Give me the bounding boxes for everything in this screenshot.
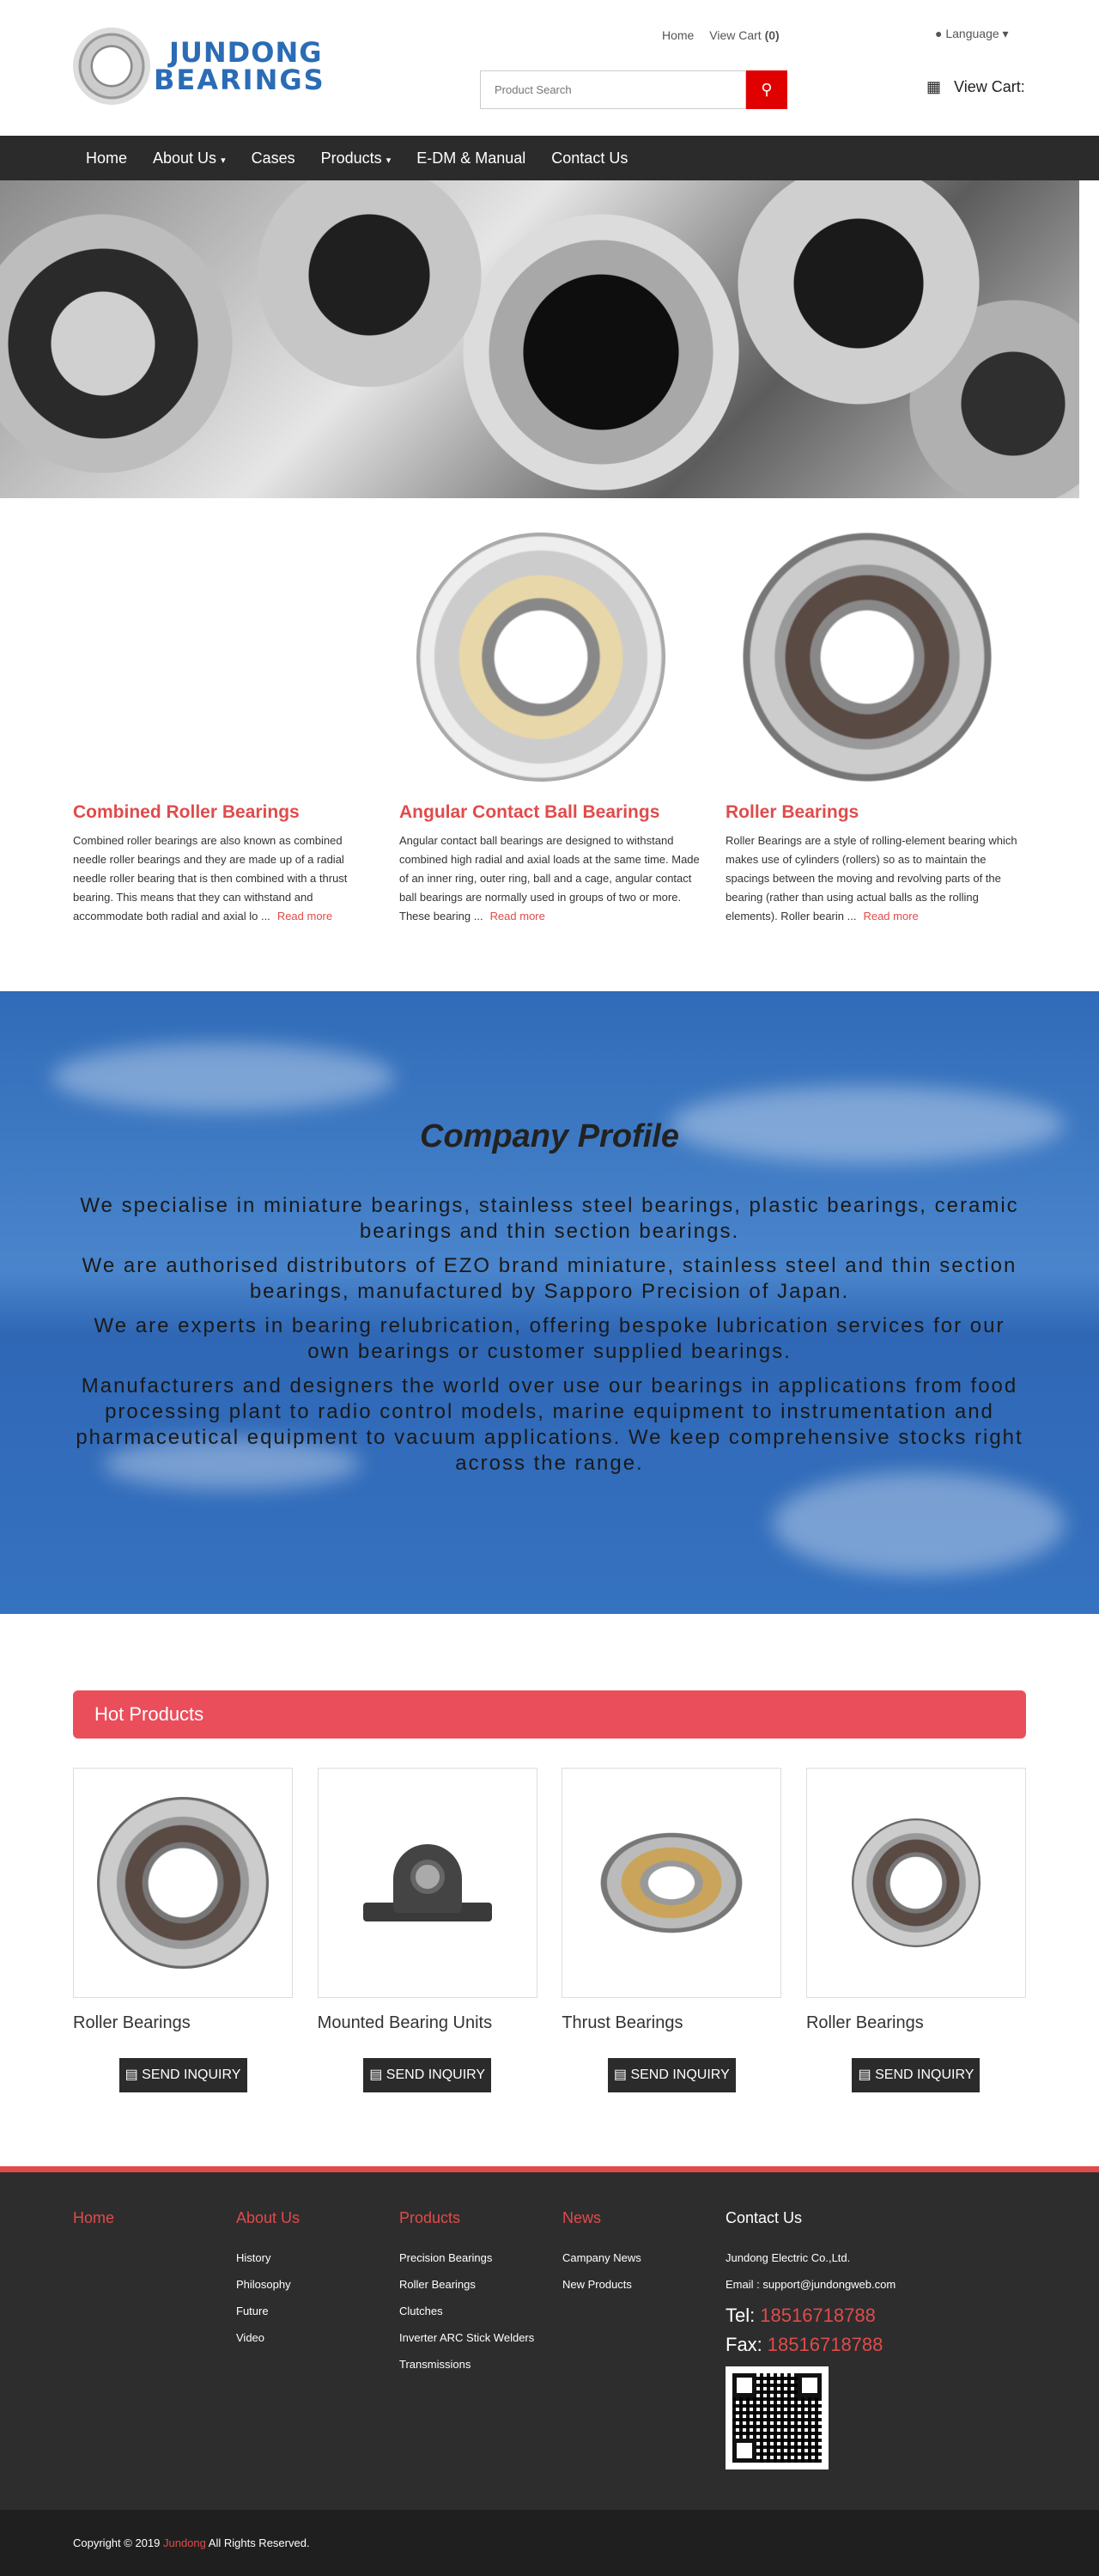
product-card — [318, 1768, 537, 2092]
send-inquiry-button[interactable] — [119, 2058, 247, 2092]
footer-link-philosophy[interactable]: Philosophy — [236, 2278, 291, 2291]
footer-products-title[interactable]: Products — [399, 2209, 461, 2226]
product-card — [806, 1768, 1026, 2092]
feature-title[interactable]: Combined Roller Bearings — [73, 802, 300, 822]
site-header — [0, 0, 1099, 135]
product-grid — [73, 1768, 1026, 2092]
footer-news-title[interactable]: News — [562, 2209, 602, 2226]
footer-link-history[interactable]: History — [236, 2251, 271, 2264]
logo-bearing-icon — [73, 27, 150, 105]
top-view-cart-link[interactable] — [709, 28, 779, 42]
nav-about-us-label: About Us — [153, 149, 217, 167]
nav-products[interactable] — [321, 136, 392, 183]
hero-banner-image — [0, 180, 1079, 498]
company-profile-section — [0, 991, 1099, 1614]
product-image-box[interactable] — [562, 1768, 781, 1998]
footer-column-news — [562, 2209, 726, 2305]
footer-column-contact — [726, 2209, 949, 2469]
nav-cases[interactable]: Cases — [251, 149, 295, 167]
product-image-box[interactable] — [806, 1768, 1026, 1998]
globe-icon: ● — [935, 27, 943, 40]
feature-text: Combined roller bearings are also known as combined needle roller bearings and they are made up of a radial needle roller bearing that is then combined with a thrust bearing. This means that they can withstand and accommodate both radial and axial lo ... — [73, 834, 348, 923]
search-icon: ⚲ — [761, 81, 773, 98]
footer-link-roller-bearings[interactable]: Roller Bearings — [399, 2278, 476, 2291]
footer-column-about — [236, 2209, 399, 2358]
product-card — [73, 1768, 293, 2092]
roller-bearing-image — [852, 1818, 981, 1947]
language-label: Language — [945, 27, 999, 40]
logo-line-2: BEARINGS — [154, 64, 325, 96]
top-links — [662, 28, 792, 42]
feature-card — [399, 533, 700, 926]
read-more-link[interactable]: Read more — [863, 910, 919, 923]
mounted-bearing-unit-image — [363, 1844, 492, 1921]
footer-about-title[interactable]: About Us — [236, 2209, 301, 2226]
product-name[interactable]: Mounted Bearing Units — [317, 2013, 493, 2032]
caret-down-icon: ▾ — [386, 155, 392, 166]
main-nav — [0, 136, 1099, 180]
thrust-bearing-image — [598, 1831, 744, 1934]
footer-link-video[interactable]: Video — [236, 2331, 265, 2344]
feature-text: Roller Bearings are a style of rolling-element bearing which makes use of cylinders (rollers) so as to maintain the spacings between the moving and revolving parts of the bearing (rather than using actual balls as the rolling elements). Roller bearin ... — [726, 834, 1017, 923]
combined-roller-bearing-image[interactable] — [90, 533, 339, 782]
nav-about-us[interactable] — [153, 136, 226, 183]
inquiry-icon: ▤ — [124, 2067, 138, 2082]
footer-tel — [726, 2305, 949, 2327]
send-inquiry-label: SEND INQUIRY — [142, 2067, 241, 2082]
feature-card — [726, 533, 1026, 926]
footer-link-company-news[interactable]: Campany News — [562, 2251, 641, 2264]
footer-fax — [726, 2334, 949, 2356]
search-bar — [480, 70, 787, 109]
nav-contact-us[interactable]: Contact Us — [551, 149, 628, 167]
roller-bearing-image — [97, 1797, 269, 1969]
footer-link-transmissions[interactable]: Transmissions — [399, 2358, 471, 2371]
footer-link-future[interactable]: Future — [236, 2305, 269, 2317]
feature-text: Angular contact ball bearings are designed to withstand combined high radial and axial loads at the same time. Made of an inner ring, outer ring, ball and a cage, angular contact ball bearings are normally used in groups of two or more. These bearing ... — [399, 834, 700, 923]
product-image-box[interactable] — [318, 1768, 537, 1998]
product-card — [562, 1768, 781, 2092]
logo-line-1: JUNDONG — [169, 36, 323, 69]
cart-count: (0) — [764, 28, 780, 42]
inquiry-icon: ▤ — [369, 2067, 383, 2082]
send-inquiry-button[interactable] — [608, 2058, 736, 2092]
qr-code-image — [726, 2366, 829, 2469]
hot-products-title: Hot Products — [73, 1690, 1026, 1739]
footer-company-name: Jundong Electric Co.,Ltd. — [726, 2251, 851, 2264]
nav-products-label: Products — [320, 149, 382, 167]
profile-paragraph: We are authorised distributors of EZO brand miniature, stainless steel and thin section bearings, manufactured by Sapporo Precision of Japan. — [82, 1254, 1017, 1303]
read-more-link[interactable]: Read more — [276, 910, 333, 923]
product-name[interactable]: Roller Bearings — [805, 2013, 924, 2032]
product-image-box[interactable] — [73, 1768, 293, 1998]
footer-link-precision-bearings[interactable]: Precision Bearings — [399, 2251, 493, 2264]
send-inquiry-label: SEND INQUIRY — [386, 2067, 486, 2082]
footer-email[interactable]: Email : support@jundongweb.com — [726, 2278, 896, 2291]
feature-title[interactable]: Roller Bearings — [726, 802, 859, 822]
fax-number: 18516718788 — [767, 2334, 883, 2355]
sky-cloud — [52, 1043, 395, 1111]
footer-column-products — [399, 2209, 562, 2384]
view-cart-button[interactable] — [926, 78, 1025, 96]
copyright-suffix: All Rights Reserved. — [208, 2536, 310, 2549]
caret-down-icon: ▾ — [221, 155, 226, 166]
language-selector[interactable] — [935, 27, 1009, 41]
search-input[interactable] — [480, 70, 746, 109]
cart-icon: ▦ — [926, 78, 942, 95]
angular-contact-bearing-image[interactable] — [416, 533, 665, 782]
footer-home-link[interactable]: Home — [73, 2209, 115, 2226]
copyright-bar — [0, 2510, 1099, 2576]
footer-link-clutches[interactable]: Clutches — [399, 2305, 443, 2317]
tel-number[interactable]: 18516718788 — [760, 2305, 876, 2326]
profile-paragraph: We are experts in bearing relubrication, offering bespoke lubrication services for our own bearings or customer supplied bearings. — [94, 1314, 1005, 1363]
tel-label: Tel: — [726, 2305, 756, 2326]
site-footer — [0, 2166, 1099, 2510]
product-name[interactable]: Roller Bearings — [73, 2013, 191, 2032]
sky-cloud — [773, 1472, 1065, 1575]
profile-paragraph: Manufacturers and designers the world over use our bearings in applications from food processing plant to radio control models, marine equipment to instrumentation and pharmaceutical equipment to vacuum applications. We keep comprehensive stocks right across the range. — [76, 1374, 1023, 1475]
search-button[interactable] — [746, 70, 787, 109]
profile-title: Company Profile — [420, 1118, 679, 1154]
send-inquiry-label: SEND INQUIRY — [875, 2067, 975, 2082]
footer-link-new-products[interactable]: New Products — [562, 2278, 632, 2291]
fax-label: Fax: — [726, 2334, 762, 2355]
footer-column-home — [73, 2209, 236, 2227]
footer-contact-title: Contact Us — [726, 2209, 803, 2226]
roller-bearing-image[interactable] — [743, 533, 992, 782]
nav-edm-manual[interactable]: E-DM & Manual — [416, 149, 526, 167]
profile-paragraph: We specialise in miniature bearings, stainless steel bearings, plastic bearings, ceramic bearings and thin section bearings. — [80, 1194, 1019, 1243]
top-home-link[interactable]: Home — [662, 28, 695, 42]
feature-section — [0, 498, 1099, 992]
top-view-cart-label: View Cart — [709, 28, 762, 42]
feature-title[interactable]: Angular Contact Ball Bearings — [399, 802, 660, 822]
feature-card — [73, 533, 373, 926]
footer-link-welders[interactable]: Inverter ARC Stick Welders — [399, 2331, 535, 2344]
inquiry-icon: ▤ — [613, 2067, 627, 2082]
inquiry-icon: ▤ — [858, 2067, 871, 2082]
nav-home[interactable]: Home — [86, 149, 128, 167]
site-logo[interactable] — [73, 27, 325, 105]
send-inquiry-label: SEND INQUIRY — [630, 2067, 730, 2082]
copyright-brand-link[interactable]: Jundong — [162, 2536, 206, 2549]
view-cart-label: View Cart: — [954, 78, 1025, 95]
copyright-prefix: Copyright © 2019 — [73, 2536, 161, 2549]
read-more-link[interactable]: Read more — [489, 910, 545, 923]
product-name[interactable]: Thrust Bearings — [562, 2013, 683, 2032]
hot-products-section — [73, 1690, 1026, 2092]
send-inquiry-button[interactable] — [852, 2058, 980, 2092]
caret-down-icon: ▾ — [1002, 27, 1009, 40]
send-inquiry-button[interactable] — [363, 2058, 491, 2092]
